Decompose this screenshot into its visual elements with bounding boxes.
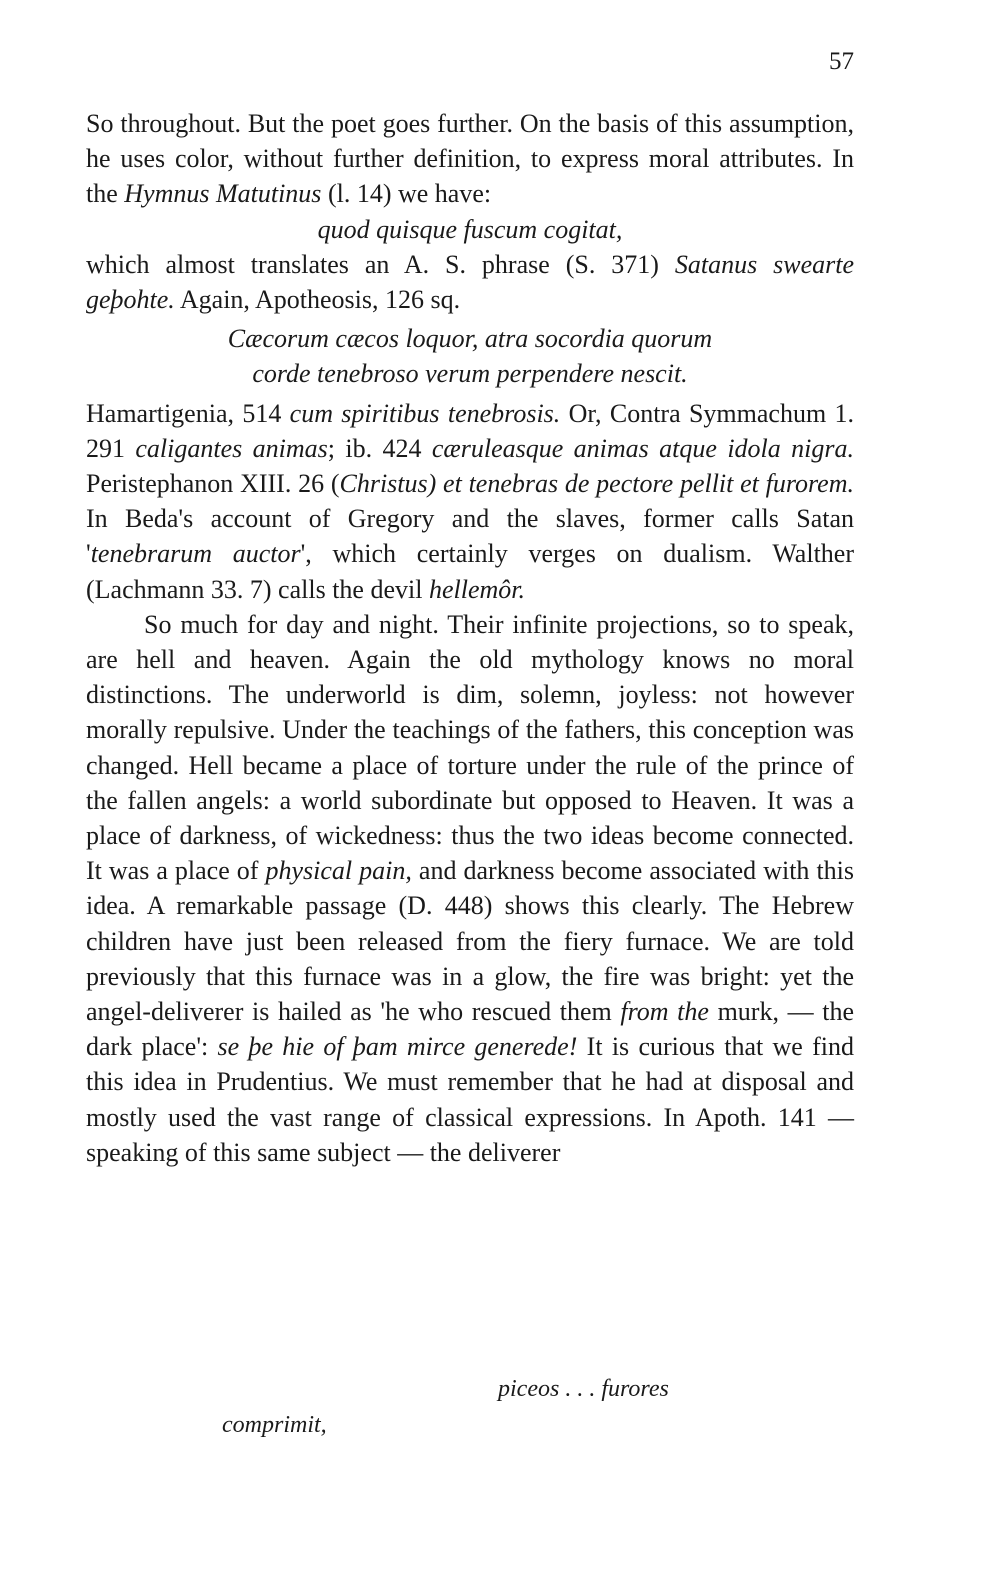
verse-line: corde tenebroso verum perpendere nescit. — [252, 359, 688, 389]
italic-run: caligantes animas — [135, 433, 328, 463]
italic-run: tenebrarum auctor — [90, 539, 301, 569]
italic-run: Hymnus Matutinus — [124, 179, 322, 209]
bottom-quote-line-1: piceos . . . furores — [498, 1376, 669, 1402]
text-run: So much for day and night. Their infinite projections, so to speak, are hell and heaven. Again the old mythology knows no moral distinctions. The underworld is dim, solemn, joyless: not however morally repulsive. Under the teachings of the fathers, this conception was changed. Hell became a place of torture under the rule of the prince of the fallen angels: a world subordinate but opposed to Heaven. It was a place of darkness, of wickedness: thus the two ideas become connected. It was a place of — [86, 609, 854, 886]
italic-run: Satanus swearte geþohte. — [86, 249, 854, 315]
text-run: Or, Contra Symmachum 1. 291 — [86, 398, 855, 463]
text-run: Again, Apotheosis, 126 sq. — [174, 285, 461, 315]
text-run: ; ib. 424 — [327, 433, 432, 463]
text-run: ', which certainly verges on dualism. Walther (Lachmann 33. 7) calls the devil — [86, 539, 854, 604]
verse-quote-2 — [86, 321, 854, 391]
italic-run: cum spiritibus tenebrosis. — [289, 398, 561, 428]
italic-run: hellemôr. — [428, 574, 525, 604]
text-run: Hamartigenia, 514 — [86, 398, 290, 428]
text-run: Peristephanon XIII. 26 ( — [86, 469, 340, 499]
text-run: In Beda's account of Gregory and the slaves, former calls Satan ' — [86, 504, 854, 569]
verse-line: quod quisque fuscum cogitat, — [317, 214, 623, 244]
paragraph-3 — [86, 396, 854, 607]
paragraph-1 — [86, 106, 854, 212]
paragraph-4 — [86, 607, 854, 1170]
text-run: (l. 14) we have: — [321, 179, 492, 209]
text-run: which almost translates an A. S. phrase (S. 371) — [86, 249, 675, 279]
italic-run: from the — [620, 997, 709, 1027]
italic-run: physical pain, — [265, 856, 412, 886]
text-run: It is curious that we find this idea in Prudentius. We must remember that he had at disposal and mostly used the vast range of classical expressions. In Apoth. 141 — speaking of this same subject — the deliverer — [86, 1032, 855, 1167]
italic-run: Christus) et tenebras de pectore pellit et furorem. — [339, 469, 855, 499]
bottom-quote-line-2: comprimit, — [222, 1412, 327, 1438]
text-run: and darkness become associated with this idea. A remarkable passage (D. 448) shows this clearly. The Hebrew children have just been released from the fiery furnace. We are told previously that this furnace was in a glow, the fire was bright: yet the angel-deliverer is hailed as 'he who rescued them — [86, 856, 855, 1027]
text-run: So throughout. But the poet goes further. On the basis of this assumption, he uses color, without further definition, to express moral attributes. In the — [86, 109, 854, 209]
page-body — [86, 106, 854, 1170]
italic-run: se þe hie of þam mirce generede! — [217, 1032, 578, 1062]
italic-run: cæruleasque animas atque idola nigra. — [431, 433, 855, 463]
page-number: 57 — [829, 48, 854, 75]
verse-quote-1 — [86, 212, 854, 247]
text-run: murk, — the dark place': — [86, 997, 854, 1062]
verse-line: Cæcorum cæcos loquor, atra socordia quorum — [227, 324, 713, 354]
paragraph-2 — [86, 247, 854, 317]
